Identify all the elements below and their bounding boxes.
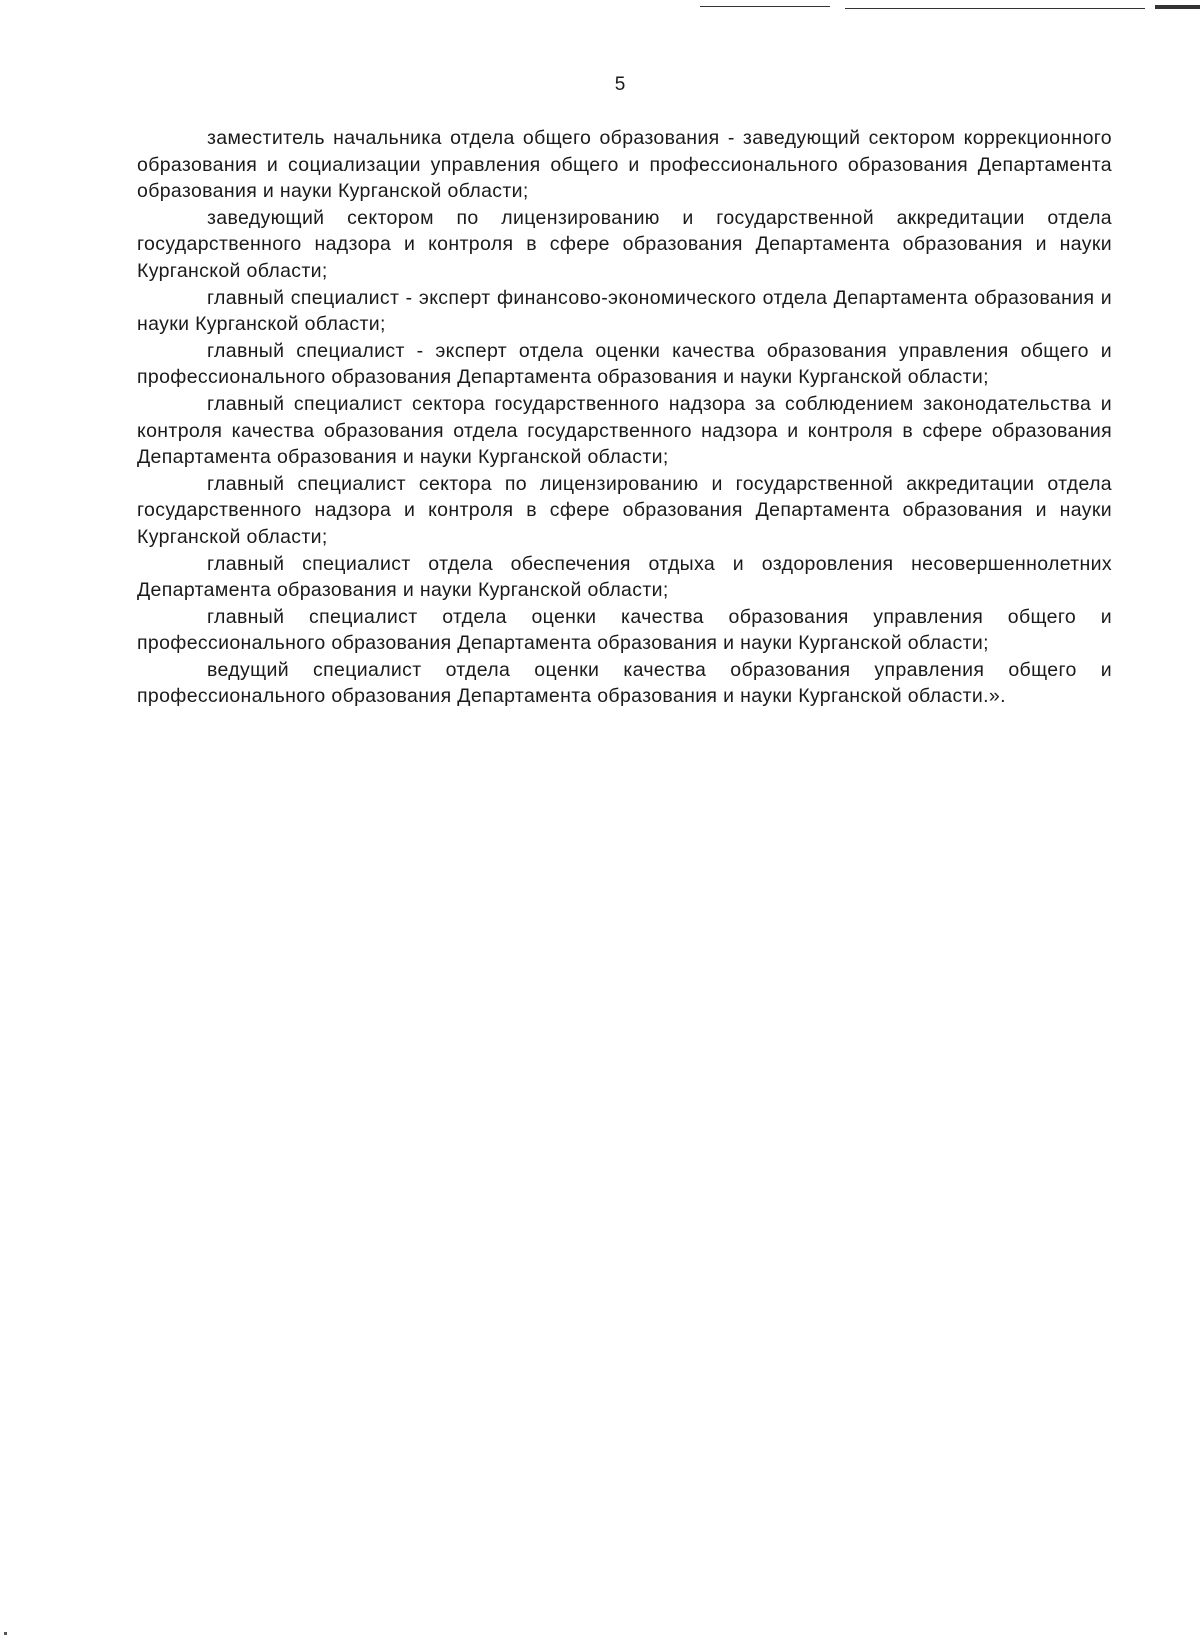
paragraph: главный специалист - эксперт финансово-экономического отдела Департамента образования и науки Курганской области; [137,286,1112,336]
paragraph: заведующий сектором по лицензированию и государственной аккредитации отдела государственного надзора и контроля в сфере образования Департамента образования и науки Курганской области; [137,206,1112,282]
paragraph: заместитель начальника отдела общего образования - заведующий сектором коррекционного образования и социализации управления общего и профессионального образования Департамента образования и науки Курганской области; [137,127,1112,203]
top-edge-rule [700,6,830,7]
scan-mark [4,1632,7,1635]
paragraph: ведущий специалист отдела оценки качества образования управления общего и профессионального образования Департамента образования и науки Курганской области.». [137,658,1112,708]
document-body [137,125,1112,710]
top-edge-rule [845,8,1145,9]
paragraph: главный специалист отдела оценки качества образования управления общего и профессионального образования Департамента образования и науки Курганской области; [137,605,1112,655]
paragraph: главный специалист отдела обеспечения отдыха и оздоровления несовершеннолетних Департамента образования и науки Курганской области; [137,552,1112,602]
paragraph: главный специалист сектора по лицензированию и государственной аккредитации отдела государственного надзора и контроля в сфере образования Департамента образования и науки Курганской области; [137,472,1112,548]
paragraph: главный специалист сектора государственного надзора за соблюдением законодательства и контроля качества образования отдела государственного надзора и контроля в сфере образования Департамента образования и науки Курганской области; [137,392,1112,469]
page-number: 5 [614,74,626,95]
paragraph: главный специалист - эксперт отдела оценки качества образования управления общего и профессионального образования Департамента образования и науки Курганской области; [137,339,1112,389]
top-edge-rule [1155,5,1200,9]
